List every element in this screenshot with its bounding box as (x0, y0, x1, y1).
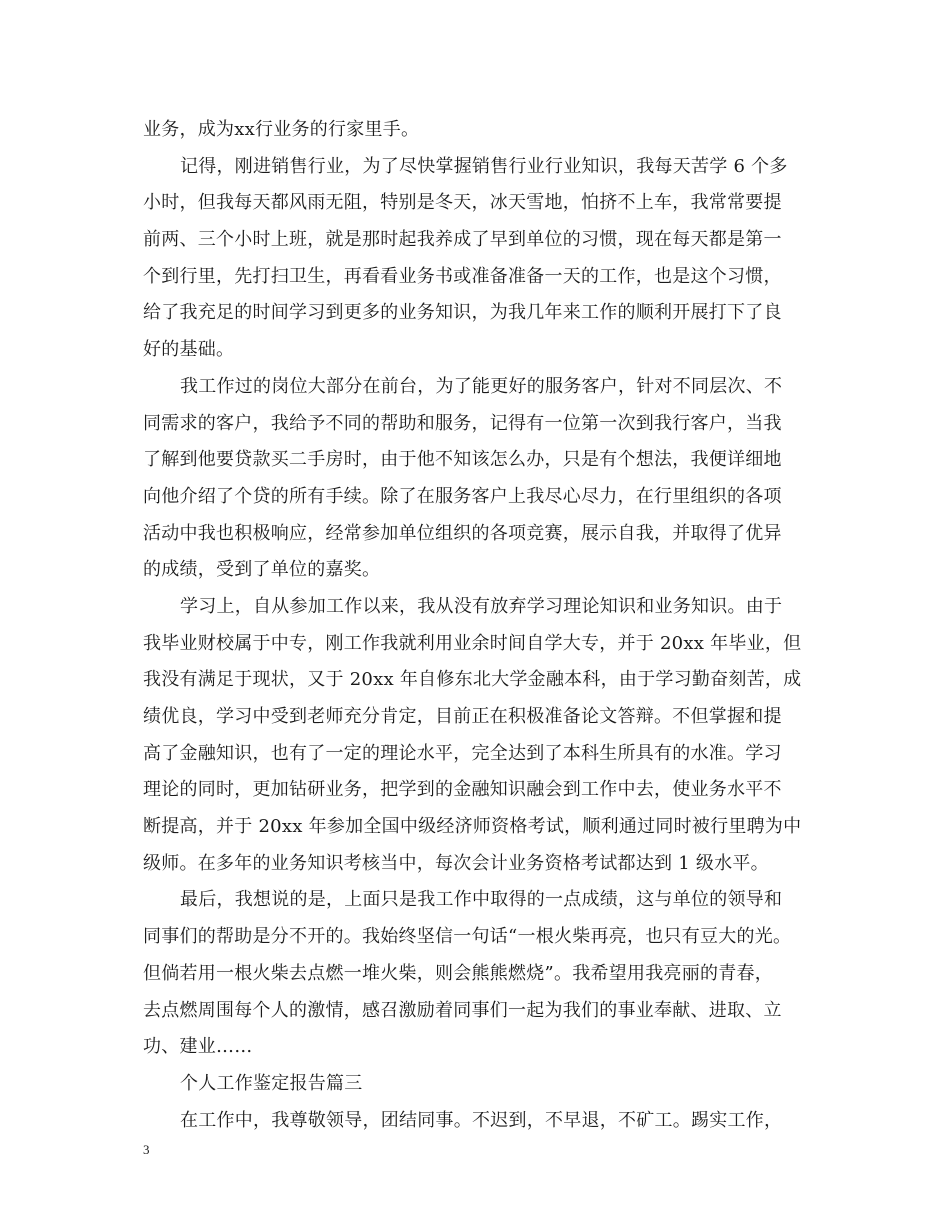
text-line: 好的基础。 (143, 339, 235, 361)
text-line: 断提高，并于 20xx 年参加全国中级经济师资格考试，顺利通过同时被行里聘为中 (143, 816, 802, 838)
text-line: 前两、三个小时上班，就是那时起我养成了早到单位的习惯，现在每天都是第一 (143, 229, 782, 251)
document-body (143, 112, 811, 1139)
text-line: 在工作中，我尊敬领导，团结同事。不迟到，不早退，不矿工。踢实工作， (180, 1109, 783, 1131)
text-line: 最后，我想说的是，上面只是我工作中取得的一点成绩，这与单位的领导和 (180, 889, 783, 911)
text-line: 业务，成为xx行业务的行家里手。 (143, 119, 420, 140)
text-line: 个人工作鉴定报告篇三 (180, 1072, 363, 1094)
text-line: 我毕业财校属于中专，刚工作我就利用业余时间自学大专，并于 20xx 年毕业，但 (143, 632, 802, 654)
text-line: 同事们的帮助是分不开的。我始终坚信一句话“一根火柴再亮，也只有豆大的光。 (143, 926, 792, 948)
text-line: 学习上，自从参加工作以来，我从没有放弃学习理论知识和业务知识。由于 (180, 595, 783, 617)
text-line: 高了金融知识，也有了一定的理论水平，完全达到了本科生所具有的水准。学习 (143, 742, 782, 764)
text-line: 我工作过的岗位大部分在前台，为了能更好的服务客户，针对不同层次、不 (180, 375, 783, 397)
text-line: 理论的同时，更加钻研业务，把学到的金融知识融会到工作中去，使业务水平不 (143, 779, 782, 801)
text-line: 级师。在多年的业务知识考核当中，每次会计业务资格考试都达到 1 级水平。 (143, 852, 769, 874)
text-line: 小时，但我每天都风雨无阻，特别是冬天，冰天雪地，怕挤不上车，我常常要提 (143, 192, 782, 214)
text-line: 但倘若用一根火柴去点燃一堆火柴，则会熊熊燃烧”。我希望用我亮丽的青春， (143, 962, 773, 984)
text-line: 个到行里，先打扫卫生，再看看业务书或准备准备一天的工作，也是这个习惯， (143, 265, 782, 287)
text-line: 了解到他要贷款买二手房时，由于他不知该怎么办，只是有个想法，我便详细地 (143, 449, 782, 471)
text-line: 我没有满足于现状，又于 20xx 年自修东北大学金融本科，由于学习勤奋刻苦，成 (143, 669, 802, 691)
text-line: 向他介绍了个贷的所有手续。除了在服务客户上我尽心尽力，在行里组织的各项 (143, 485, 782, 507)
text-line: 的成绩，受到了单位的嘉奖。 (143, 559, 381, 581)
text-line: 活动中我也积极响应，经常参加单位组织的各项竞赛，展示自我，并取得了优异 (143, 522, 782, 544)
text-line: 记得，刚进销售行业，为了尽快掌握销售行业行业知识，我每天苦学 6 个多 (180, 155, 788, 177)
text-line: 绩优良，学习中受到老师充分肯定，目前正在积极准备论文答辩。不但掌握和提 (143, 706, 782, 727)
page-number: 3 (143, 1142, 150, 1157)
text-line: 去点燃周围每个人的激情，感召激励着同事们一起为我们的事业奉献、进取、立 (143, 999, 782, 1021)
text-line: 功、建业…… (143, 1036, 253, 1058)
text-line: 给了我充足的时间学习到更多的业务知识，为我几年来工作的顺利开展打下了良 (143, 302, 782, 324)
text-line: 同需求的客户，我给予不同的帮助和服务，记得有一位第一次到我行客户，当我 (143, 412, 782, 434)
